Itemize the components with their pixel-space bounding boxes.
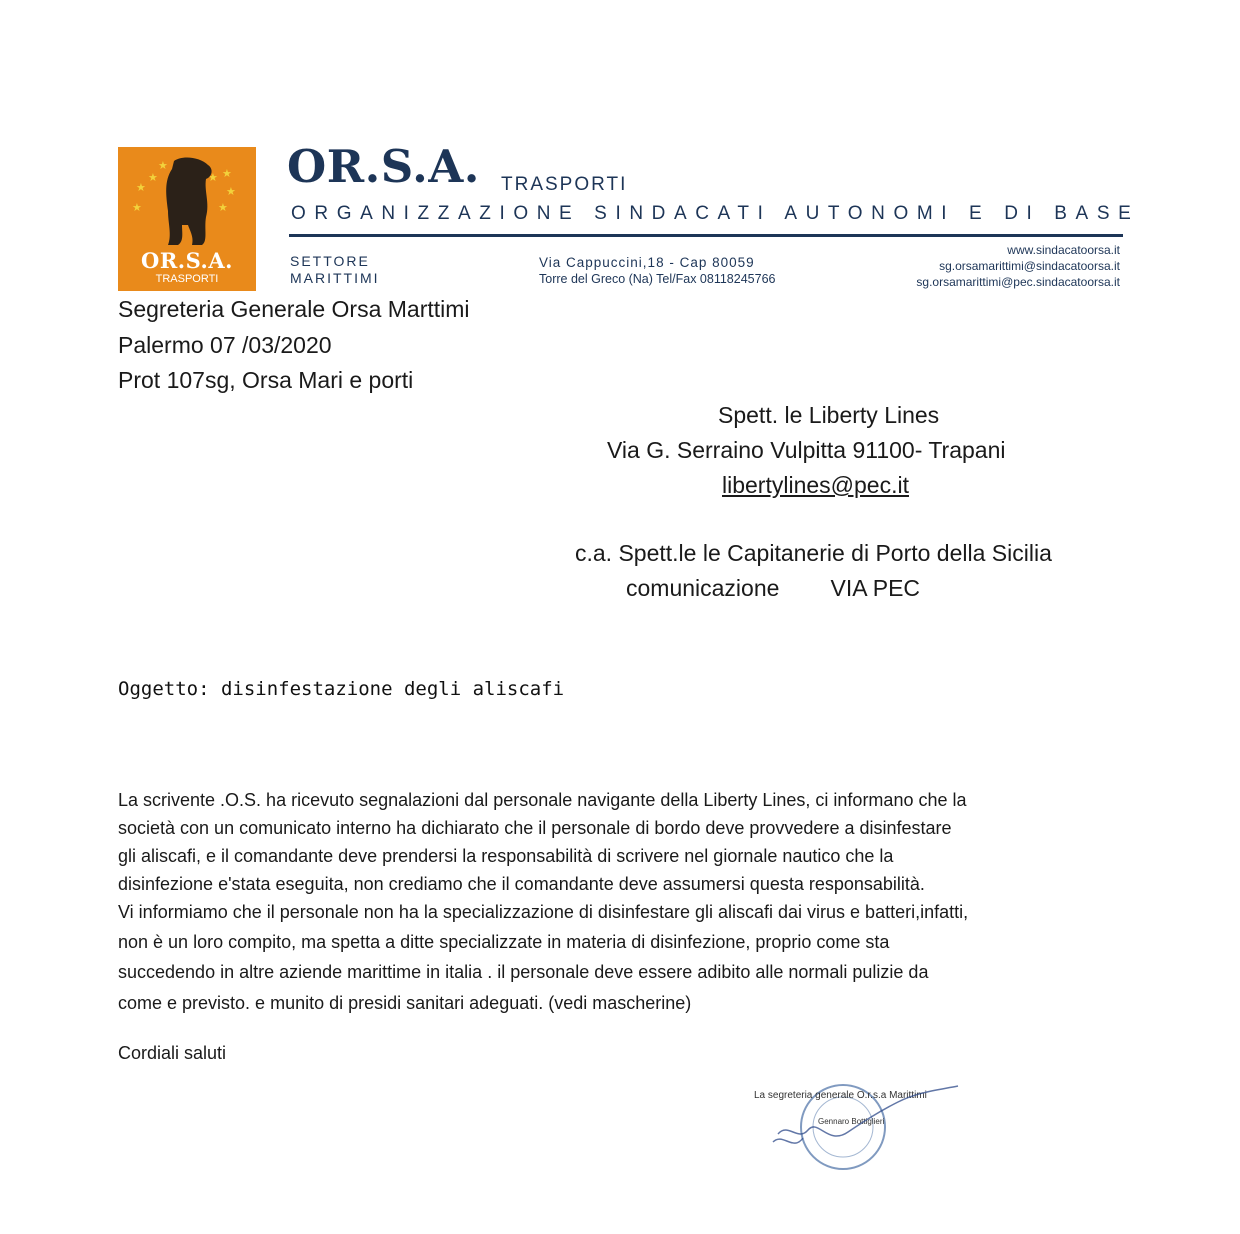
recipient-email-link[interactable]: libertylines@pec.it <box>722 472 909 498</box>
body-line: non è un loro compito, ma spetta a ditte specializzate in materia di disinfezione, proprio come sta <box>118 932 890 952</box>
bear-stars-icon <box>122 151 252 247</box>
sender-office: Segreteria Generale Orsa Marttimi <box>118 296 470 322</box>
email-link[interactable]: sg.orsamarittimi@sindacatoorsa.it <box>939 259 1120 273</box>
cc-recipient: c.a. Spett.le le Capitanerie di Porto della Sicilia <box>575 540 1052 566</box>
website-link[interactable]: www.sindacatoorsa.it <box>1007 243 1120 257</box>
body-line: succedendo in altre aziende marittime in italia . il personale deve essere adibito alle normali pulizie da <box>118 962 929 982</box>
organization-name: ORGANIZZAZIONE SINDACATI AUTONOMI E DI BASE <box>291 203 1140 224</box>
pec-email-link[interactable]: sg.orsamarittimi@pec.sindacatoorsa.it <box>916 275 1120 289</box>
closing-salutation: Cordiali saluti <box>118 1043 227 1063</box>
svg-text:Gennaro Bottiglieri: Gennaro Bottiglieri <box>818 1117 885 1126</box>
subject-line: Oggetto: disinfestazione degli aliscafi <box>118 678 565 700</box>
cc-delivery-method: comunicazione VIA PEC <box>626 575 921 601</box>
svg-text:★: ★ <box>218 201 228 214</box>
svg-text:★: ★ <box>148 171 158 184</box>
sector-label-line2: MARITTIMI <box>290 270 380 286</box>
recipient-address: Via G. Serraino Vulpitta 91100- Trapani <box>607 437 1006 463</box>
body-line: gli aliscafi, e il comandante deve prendersi la responsabilità di scrivere nel giornale nautico che la <box>118 846 894 866</box>
sector-label-line1: SETTORE <box>290 253 370 269</box>
svg-text:★: ★ <box>132 201 142 214</box>
body-line: disinfezione e'stata eseguita, non crediamo che il comandante deve assumersi questa responsabilità. <box>118 874 925 894</box>
sender-protocol: Prot 107sg, Orsa Mari e porti <box>118 367 414 393</box>
logo-subtitle: TRASPORTI <box>155 273 219 285</box>
svg-text:La segreteria generale O.r.s.a: La segreteria generale O.r.s.a Marittimi <box>754 1090 927 1101</box>
brand-subtitle: TRASPORTI <box>501 174 628 195</box>
body-line: Vi informiamo che il personale non ha la specializzazione di disinfestare gli aliscafi dai virus e batteri,infatti, <box>118 902 969 922</box>
body-line: società con un comunicato interno ha dichiarato che il personale di bordo deve provvedere a disinfestare <box>118 818 952 838</box>
address-line1: Via Cappuccini,18 - Cap 80059 <box>539 255 755 270</box>
svg-text:★: ★ <box>136 181 146 194</box>
orsa-logo <box>118 147 256 291</box>
svg-text:★: ★ <box>222 167 232 180</box>
svg-text:★: ★ <box>208 171 218 184</box>
address-line2: Torre del Greco (Na) Tel/Fax 08118245766 <box>539 272 776 286</box>
body-line: La scrivente .O.S. ha ricevuto segnalazioni dal personale navigante della Liberty Lines, ci informano che la <box>118 790 967 810</box>
body-line: come e previsto. e munito di presidi sanitari adeguati. (vedi mascherine) <box>118 993 692 1013</box>
brand-name: OR.S.A. <box>287 140 480 193</box>
logo-title: OR.S.A. <box>141 248 233 273</box>
svg-text:★: ★ <box>158 159 168 172</box>
svg-text:★: ★ <box>226 185 236 198</box>
sender-place-date: Palermo 07 /03/2020 <box>118 332 332 358</box>
recipient-name: Spett. le Liberty Lines <box>718 402 940 428</box>
header-divider <box>289 234 1123 237</box>
signature-stamp <box>748 1072 978 1182</box>
